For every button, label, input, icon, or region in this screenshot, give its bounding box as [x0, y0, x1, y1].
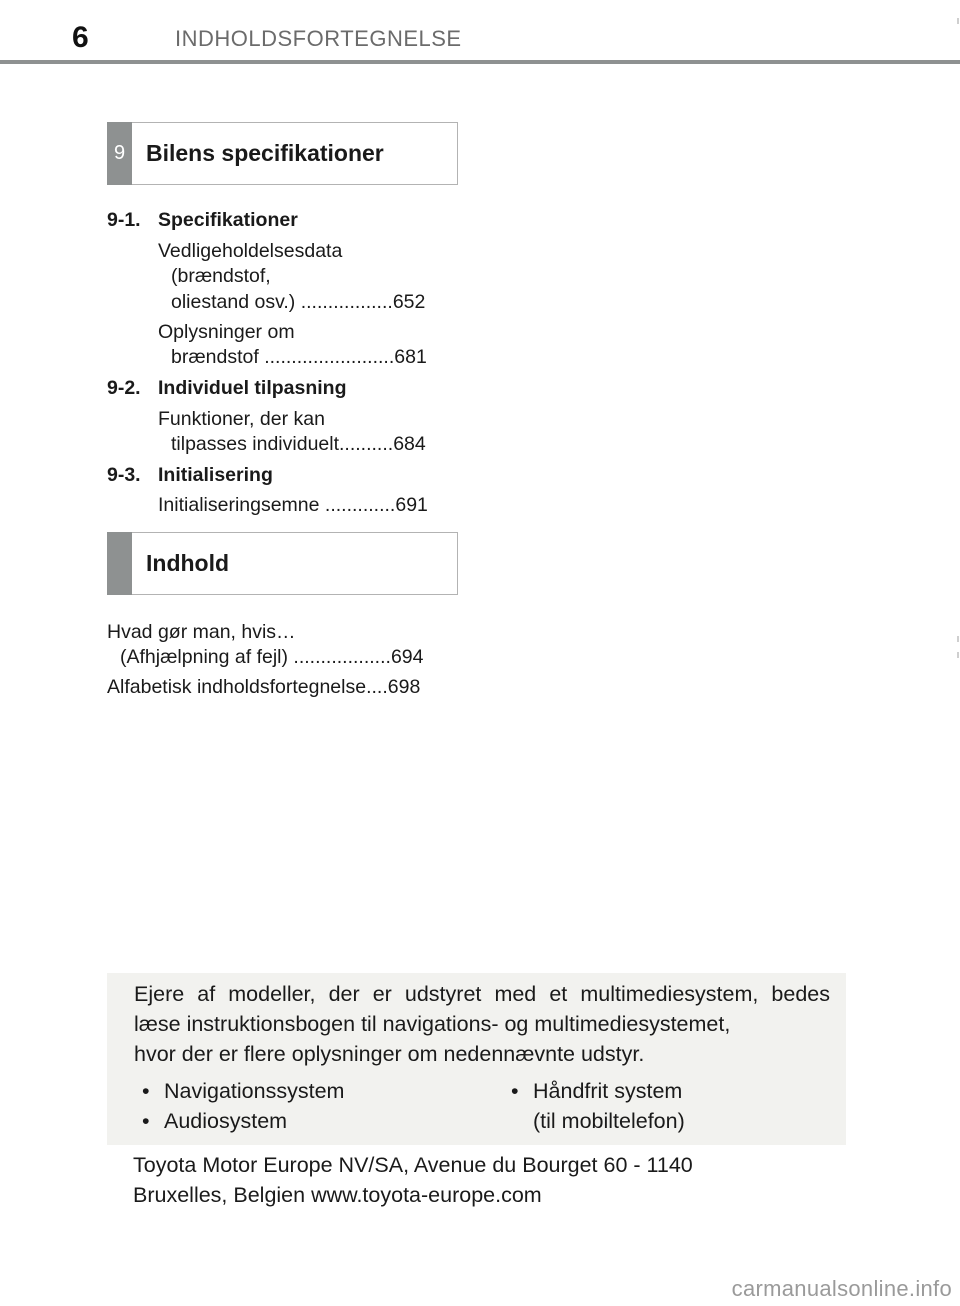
page-number: 6 — [72, 21, 89, 54]
section-heading-9 — [107, 122, 458, 185]
toc-page-number: 691 — [395, 494, 428, 516]
toc-entry-text: Alfabetisk indholdsfortegnelse.... — [107, 676, 388, 698]
toc-entry-line — [120, 645, 423, 669]
toc-page-number: 694 — [390, 646, 424, 668]
toc-entry-line — [158, 493, 428, 517]
toc-entry-text: Initialiseringsemne ............. — [158, 494, 396, 516]
bullet-icon: • — [511, 1079, 519, 1103]
bullet-text: Audiosystem — [164, 1109, 288, 1133]
toc-entry-line: Hvad gør man, hvis… — [107, 621, 296, 643]
chapter-number: 9-1. — [107, 209, 141, 231]
toc-entry-line — [171, 290, 425, 314]
toc-entry-text: oliestand osv.) ................. — [171, 291, 393, 313]
toc-entry-line: Oplysninger om — [158, 321, 295, 343]
bullet-icon: • — [142, 1109, 150, 1133]
edge-mark — [957, 652, 959, 658]
watermark: carmanualsonline.info — [731, 1276, 952, 1301]
toc-chapter-9-3[interactable] — [107, 463, 273, 487]
toc-page-number: 681 — [394, 346, 427, 368]
section-heading-indhold — [107, 532, 458, 595]
toc-entry-line — [171, 345, 427, 369]
note-line: hvor der er flere oplysninger om nedennævnte udstyr. — [134, 1042, 645, 1066]
section-number-tab: 9 — [107, 122, 132, 185]
header-rule — [0, 60, 960, 64]
chapter-title: Specifikationer — [158, 209, 298, 231]
chapter-title: Individuel tilpasning — [158, 377, 347, 399]
page-header — [0, 0, 960, 64]
section-tab — [107, 532, 132, 595]
multimedia-note-box — [107, 973, 846, 1145]
bullet-item — [142, 1106, 287, 1136]
toc-entry-line — [171, 432, 426, 456]
chapter-number: 9-2. — [107, 377, 141, 399]
toc-entry-line — [107, 675, 420, 699]
toc-chapter-9-2[interactable] — [107, 376, 347, 400]
note-line: Ejere af modeller, der er udstyret med et multimediesystem, bedes — [134, 982, 830, 1006]
address-line: Toyota Motor Europe NV/SA, Avenue du Bourget 60 - 1140 — [133, 1153, 693, 1177]
bullet-icon: • — [142, 1079, 150, 1103]
toc-entry-text: brændstof ........................ — [171, 346, 395, 368]
bullet-item — [511, 1076, 682, 1106]
toc-entry-line: Funktioner, der kan — [158, 408, 325, 430]
toc-page-number: 652 — [392, 291, 426, 313]
toc-entry-text: (Afhjælpning af fejl) .................. — [120, 646, 391, 668]
section-title: Indhold — [146, 550, 230, 576]
publisher-address — [133, 1150, 693, 1210]
toc-entry-text: tilpasses individuelt.......... — [171, 433, 394, 455]
toc-page-number: 684 — [393, 433, 426, 455]
edge-mark — [957, 18, 959, 24]
toc-chapter-9-1[interactable] — [107, 208, 298, 232]
edge-mark — [957, 636, 959, 642]
bullet-item — [142, 1076, 344, 1106]
note-paragraph — [134, 979, 830, 1069]
bullet-text-continued: (til mobiltelefon) — [533, 1109, 685, 1133]
address-line: Bruxelles, Belgien www.toyota-europe.com — [133, 1183, 542, 1207]
chapter-title: Initialisering — [158, 464, 273, 486]
chapter-number: 9-3. — [107, 464, 141, 486]
toc-entry-line: (brændstof, — [171, 265, 271, 287]
section-title: Bilens specifikationer — [146, 140, 384, 166]
bullet-text: Håndfrit system — [533, 1079, 683, 1103]
note-line: læse instruktionsbogen til navigations- og multimediesystemet, — [134, 1012, 731, 1036]
bullet-text: Navigationssystem — [164, 1079, 345, 1103]
toc-page-number: 698 — [387, 676, 421, 698]
running-title: INDHOLDSFORTEGNELSE — [175, 26, 462, 51]
toc-entry-line: Vedligeholdelsesdata — [158, 240, 343, 262]
